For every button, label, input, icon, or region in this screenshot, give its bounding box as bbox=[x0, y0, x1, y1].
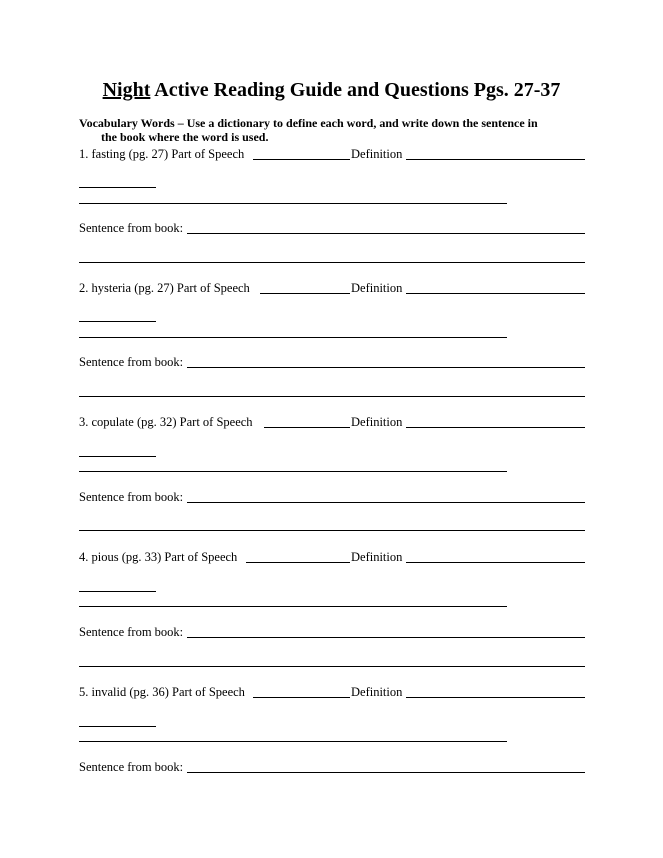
definition-blank[interactable] bbox=[406, 293, 585, 294]
vocab-prompt: 5. invalid (pg. 36) Part of Speech bbox=[79, 685, 245, 699]
sentence-label: Sentence from book: bbox=[79, 490, 184, 504]
sentence-blank-2[interactable] bbox=[79, 396, 585, 397]
definition-blank-short[interactable] bbox=[79, 456, 156, 457]
definition-blank-short[interactable] bbox=[79, 726, 156, 727]
definition-label: Definition bbox=[351, 147, 403, 161]
sentence-label: Sentence from book: bbox=[79, 625, 184, 639]
instructions-text-1: – Use a dictionary to define each word, and write down the sentence in bbox=[174, 116, 538, 130]
part-of-speech-blank[interactable] bbox=[253, 159, 350, 160]
vocab-prompt: 2. hysteria (pg. 27) Part of Speech bbox=[79, 281, 250, 295]
definition-blank-short[interactable] bbox=[79, 591, 156, 592]
definition-blank-long[interactable] bbox=[79, 337, 507, 338]
sentence-blank-2[interactable] bbox=[79, 262, 585, 263]
definition-blank[interactable] bbox=[406, 562, 585, 563]
definition-blank-short[interactable] bbox=[79, 187, 156, 188]
instructions-text-2: the book where the word is used. bbox=[101, 130, 269, 144]
definition-blank-long[interactable] bbox=[79, 741, 507, 742]
sentence-blank-2[interactable] bbox=[79, 530, 585, 531]
sentence-blank-2[interactable] bbox=[79, 666, 585, 667]
sentence-blank[interactable] bbox=[187, 772, 585, 773]
definition-label: Definition bbox=[351, 415, 403, 429]
definition-blank[interactable] bbox=[406, 697, 585, 698]
sentence-label: Sentence from book: bbox=[79, 221, 184, 235]
sentence-blank[interactable] bbox=[187, 637, 585, 638]
definition-blank[interactable] bbox=[406, 159, 585, 160]
definition-blank-long[interactable] bbox=[79, 203, 507, 204]
vocab-prompt: 1. fasting (pg. 27) Part of Speech bbox=[79, 147, 245, 161]
instructions-label: Vocabulary Words bbox=[79, 116, 175, 130]
title-rest: Active Reading Guide and Questions Pgs. 27-37 bbox=[150, 79, 561, 101]
sentence-label: Sentence from book: bbox=[79, 355, 184, 369]
definition-label: Definition bbox=[351, 685, 403, 699]
worksheet-title bbox=[0, 78, 663, 102]
part-of-speech-blank[interactable] bbox=[264, 427, 350, 428]
definition-label: Definition bbox=[351, 550, 403, 564]
part-of-speech-blank[interactable] bbox=[246, 562, 350, 563]
instructions bbox=[79, 116, 599, 144]
definition-label: Definition bbox=[351, 281, 403, 295]
vocab-prompt: 3. copulate (pg. 32) Part of Speech bbox=[79, 415, 253, 429]
vocab-prompt: 4. pious (pg. 33) Part of Speech bbox=[79, 550, 238, 564]
definition-blank-short[interactable] bbox=[79, 321, 156, 322]
definition-blank[interactable] bbox=[406, 427, 585, 428]
book-title: Night bbox=[102, 79, 151, 101]
part-of-speech-blank[interactable] bbox=[260, 293, 350, 294]
sentence-blank[interactable] bbox=[187, 502, 585, 503]
part-of-speech-blank[interactable] bbox=[253, 697, 350, 698]
definition-blank-long[interactable] bbox=[79, 471, 507, 472]
sentence-blank[interactable] bbox=[187, 233, 585, 234]
definition-blank-long[interactable] bbox=[79, 606, 507, 607]
sentence-label: Sentence from book: bbox=[79, 760, 184, 774]
sentence-blank[interactable] bbox=[187, 367, 585, 368]
